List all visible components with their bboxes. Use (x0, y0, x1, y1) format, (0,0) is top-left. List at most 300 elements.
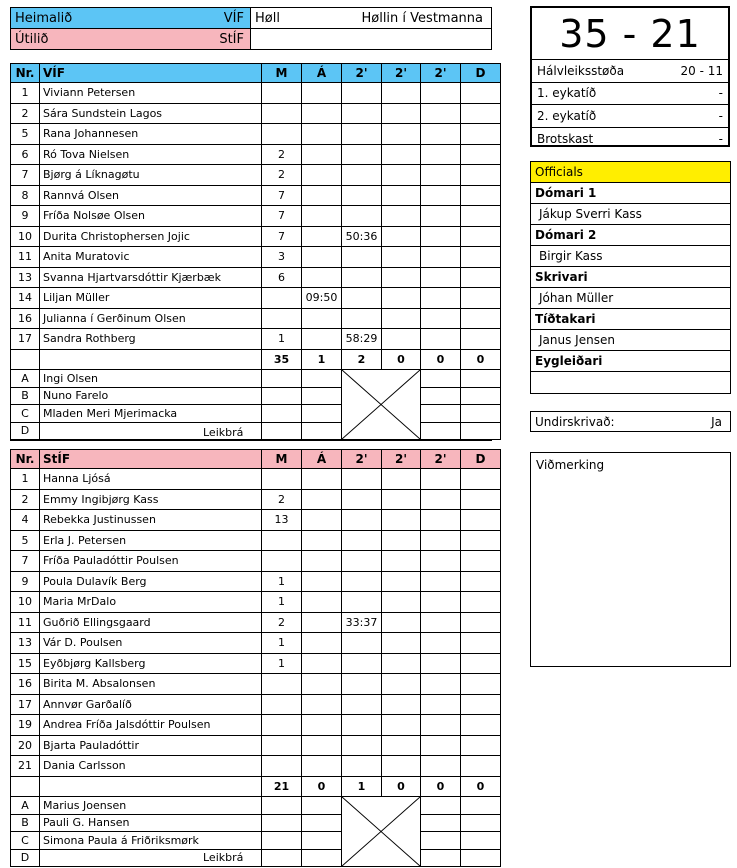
table-row (11, 185, 501, 206)
table-row (11, 530, 501, 551)
player-goals (262, 83, 302, 104)
halftime-value: 20 - 11 (680, 63, 723, 78)
player-disqualified (461, 653, 501, 674)
player-suspension-1 (342, 715, 382, 736)
player-number: 17 (11, 694, 40, 715)
player-suspension-2 (382, 612, 421, 633)
official-goals (262, 370, 302, 388)
col-goals: M (262, 64, 302, 83)
overtime1-row (532, 83, 728, 106)
col-nr: Nr. (11, 450, 40, 469)
player-suspension-3 (421, 715, 461, 736)
official-suspension (421, 849, 461, 867)
player-goals: 1 (262, 653, 302, 674)
player-suspension-1 (342, 247, 382, 268)
player-suspension-2 (382, 674, 421, 695)
player-number: 16 (11, 308, 40, 329)
player-warning (302, 124, 342, 145)
final-score: 35 - 21 (532, 8, 728, 60)
total-suspensions-2: 0 (382, 776, 421, 797)
col-suspension-3: 2' (421, 450, 461, 469)
team-official-row (11, 387, 501, 405)
player-disqualified (461, 612, 501, 633)
official-person: Birgir Kass (531, 246, 730, 267)
player-goals (262, 735, 302, 756)
official-warning (302, 832, 342, 850)
player-suspension-1 (342, 308, 382, 329)
officials-header: Officials (531, 162, 730, 183)
player-suspension-3 (421, 329, 461, 350)
official-name: Nuno Farelo (40, 387, 262, 405)
venue-extra (251, 29, 491, 49)
officials-box (530, 161, 731, 394)
player-name: Erla J. Petersen (40, 530, 262, 551)
player-number: 10 (11, 592, 40, 613)
player-goals: 3 (262, 247, 302, 268)
team-official-row (11, 405, 501, 423)
player-number: 2 (11, 489, 40, 510)
home-totals-row (11, 349, 501, 370)
away-label: Útilið (15, 31, 49, 47)
team-official-row (11, 797, 501, 815)
away-header-row (11, 450, 501, 469)
signed-row (530, 411, 731, 432)
col-suspension-1: 2' (342, 64, 382, 83)
official-disqualified (461, 849, 501, 867)
player-name: Poula Dulavík Berg (40, 571, 262, 592)
player-number: 15 (11, 653, 40, 674)
player-suspension-2 (382, 633, 421, 654)
away-totals-row (11, 776, 501, 797)
player-disqualified (461, 144, 501, 165)
overtime2-label: 2. eykatíð (537, 108, 597, 123)
player-suspension-2 (382, 735, 421, 756)
player-number: 11 (11, 612, 40, 633)
official-role: Eygleiðari (531, 351, 730, 372)
official-goals (262, 405, 302, 423)
player-warning (302, 247, 342, 268)
player-goals (262, 124, 302, 145)
player-warning (302, 489, 342, 510)
player-suspension-2 (382, 329, 421, 350)
player-suspension-1 (342, 551, 382, 572)
player-goals (262, 469, 302, 490)
official-suspension (421, 370, 461, 388)
player-disqualified (461, 124, 501, 145)
player-suspension-2 (382, 308, 421, 329)
player-number: 7 (11, 165, 40, 186)
player-suspension-2 (382, 510, 421, 531)
away-team-name: StÍF (219, 31, 244, 47)
player-suspension-3 (421, 288, 461, 309)
official-warning (302, 370, 342, 388)
venue-name: Høllin í Vestmanna (361, 10, 483, 26)
crossed-out-cell (342, 797, 421, 867)
player-warning (302, 653, 342, 674)
official-name: Simona Paula á Friðriksmørk (40, 832, 262, 850)
table-row (11, 735, 501, 756)
team-official-row (11, 814, 501, 832)
official-suspension (421, 832, 461, 850)
player-disqualified (461, 165, 501, 186)
official-role: Dómari 2 (531, 225, 730, 246)
player-name: Julianna í Gerðinum Olsen (40, 308, 262, 329)
player-number: 14 (11, 288, 40, 309)
player-suspension-2 (382, 489, 421, 510)
player-disqualified (461, 267, 501, 288)
total-disqualified: 0 (461, 349, 501, 370)
away-roster-table (10, 449, 501, 867)
player-warning (302, 83, 342, 104)
player-suspension-1 (342, 144, 382, 165)
player-warning (302, 226, 342, 247)
official-warning (302, 387, 342, 405)
player-suspension-3 (421, 308, 461, 329)
player-suspension-3 (421, 103, 461, 124)
home-team-cell (11, 8, 251, 28)
col-suspension-2: 2' (382, 64, 421, 83)
player-name: Annvør Garðalíð (40, 694, 262, 715)
player-disqualified (461, 756, 501, 777)
player-suspension-1 (342, 267, 382, 288)
official-role: Tíðtakari (531, 309, 730, 330)
player-suspension-2 (382, 551, 421, 572)
player-warning (302, 756, 342, 777)
player-goals: 2 (262, 489, 302, 510)
player-suspension-3 (421, 469, 461, 490)
player-name: Vár D. Poulsen (40, 633, 262, 654)
official-warning (302, 422, 342, 440)
player-number: 11 (11, 247, 40, 268)
table-row (11, 469, 501, 490)
player-goals: 2 (262, 612, 302, 633)
player-disqualified (461, 694, 501, 715)
player-suspension-2 (382, 124, 421, 145)
player-suspension-1 (342, 653, 382, 674)
player-disqualified (461, 247, 501, 268)
player-name: Anita Muratovic (40, 247, 262, 268)
player-suspension-2 (382, 288, 421, 309)
player-suspension-3 (421, 226, 461, 247)
player-number: 4 (11, 510, 40, 531)
crossed-out-cell (342, 370, 421, 440)
player-disqualified (461, 633, 501, 654)
player-suspension-3 (421, 267, 461, 288)
player-suspension-1 (342, 633, 382, 654)
player-warning (302, 735, 342, 756)
official-suspension (421, 797, 461, 815)
official-disqualified (461, 814, 501, 832)
table-row (11, 329, 501, 350)
player-suspension-3 (421, 592, 461, 613)
table-row (11, 206, 501, 227)
table-row (11, 674, 501, 695)
halftime-row (532, 60, 728, 83)
official-role: Skrivari (531, 267, 730, 288)
player-suspension-1 (342, 206, 382, 227)
player-number: 8 (11, 185, 40, 206)
player-number: 5 (11, 530, 40, 551)
player-name: Eyðbjørg Kallsberg (40, 653, 262, 674)
official-disqualified (461, 387, 501, 405)
player-number: 1 (11, 83, 40, 104)
player-goals: 13 (262, 510, 302, 531)
total-suspensions-1: 2 (342, 349, 382, 370)
official-suspension (421, 814, 461, 832)
home-label: Heimalið (15, 10, 73, 26)
player-goals: 1 (262, 592, 302, 613)
player-goals (262, 674, 302, 695)
official-code: C (11, 832, 40, 850)
home-divider (10, 440, 492, 441)
official-role: Dómari 1 (531, 183, 730, 204)
player-suspension-2 (382, 653, 421, 674)
player-number: 5 (11, 124, 40, 145)
player-suspension-2 (382, 715, 421, 736)
table-row (11, 144, 501, 165)
player-number: 9 (11, 571, 40, 592)
player-name: Bjarta Pauladóttir (40, 735, 262, 756)
player-suspension-3 (421, 551, 461, 572)
player-suspension-2 (382, 530, 421, 551)
player-name: Rebekka Justinussen (40, 510, 262, 531)
total-suspensions-2: 0 (382, 349, 421, 370)
player-goals (262, 694, 302, 715)
player-warning (302, 592, 342, 613)
official-goals (262, 849, 302, 867)
player-suspension-1: 58:29 (342, 329, 382, 350)
player-number: 10 (11, 226, 40, 247)
player-name: Ró Tova Nielsen (40, 144, 262, 165)
player-name: Fríða Nolsøe Olsen (40, 206, 262, 227)
player-disqualified (461, 715, 501, 736)
player-number: 6 (11, 144, 40, 165)
player-suspension-1 (342, 124, 382, 145)
official-suspension (421, 405, 461, 423)
signed-label: Undirskrivað: (535, 414, 615, 429)
player-disqualified (461, 83, 501, 104)
player-suspension-3 (421, 694, 461, 715)
player-number: 13 (11, 633, 40, 654)
player-disqualified (461, 674, 501, 695)
player-suspension-1 (342, 694, 382, 715)
player-number: 20 (11, 735, 40, 756)
player-name: Maria MrDalo (40, 592, 262, 613)
player-name: Hanna Ljósá (40, 469, 262, 490)
table-row (11, 288, 501, 309)
total-goals: 21 (262, 776, 302, 797)
col-nr: Nr. (11, 64, 40, 83)
player-suspension-2 (382, 247, 421, 268)
player-suspension-1 (342, 756, 382, 777)
table-row (11, 694, 501, 715)
official-warning (302, 814, 342, 832)
official-person: Janus Jensen (531, 330, 730, 351)
table-row (11, 633, 501, 654)
col-warning: Á (302, 450, 342, 469)
official-person (531, 372, 730, 393)
player-warning (302, 571, 342, 592)
official-warning (302, 797, 342, 815)
player-disqualified (461, 571, 501, 592)
team-official-row (11, 370, 501, 388)
player-suspension-3 (421, 653, 461, 674)
player-suspension-3 (421, 735, 461, 756)
player-disqualified (461, 592, 501, 613)
away-team-cell (11, 29, 251, 49)
player-suspension-3 (421, 206, 461, 227)
home-header-row (11, 64, 501, 83)
col-warning: Á (302, 64, 342, 83)
official-disqualified (461, 797, 501, 815)
home-leikbra-label: Leikbrá (203, 426, 244, 439)
player-warning (302, 329, 342, 350)
player-suspension-2 (382, 144, 421, 165)
player-suspension-1 (342, 592, 382, 613)
player-warning (302, 469, 342, 490)
col-goals: M (262, 450, 302, 469)
player-name: Birita M. Absalonsen (40, 674, 262, 695)
player-suspension-2 (382, 267, 421, 288)
player-goals: 2 (262, 144, 302, 165)
player-suspension-1 (342, 571, 382, 592)
official-code: A (11, 370, 40, 388)
remarks-label: Viðmerking (536, 458, 605, 472)
total-suspensions-3: 0 (421, 349, 461, 370)
player-suspension-3 (421, 489, 461, 510)
player-suspension-1 (342, 489, 382, 510)
col-suspension-1: 2' (342, 450, 382, 469)
player-goals: 2 (262, 165, 302, 186)
table-row (11, 124, 501, 145)
signed-value: Ja (711, 414, 722, 429)
player-suspension-2 (382, 592, 421, 613)
player-number: 1 (11, 469, 40, 490)
player-name: Andrea Fríða Jalsdóttir Poulsen (40, 715, 262, 736)
official-goals (262, 832, 302, 850)
player-suspension-3 (421, 165, 461, 186)
player-warning (302, 206, 342, 227)
player-suspension-2 (382, 694, 421, 715)
official-suspension (421, 422, 461, 440)
player-suspension-1 (342, 83, 382, 104)
player-disqualified (461, 103, 501, 124)
player-number: 13 (11, 267, 40, 288)
total-goals: 35 (262, 349, 302, 370)
match-header (10, 7, 492, 50)
player-suspension-1 (342, 510, 382, 531)
player-suspension-2 (382, 226, 421, 247)
player-name: Sára Sundstein Lagos (40, 103, 262, 124)
player-number: 21 (11, 756, 40, 777)
table-row (11, 83, 501, 104)
player-warning (302, 612, 342, 633)
player-suspension-1 (342, 469, 382, 490)
player-name: Svanna Hjartvarsdóttir Kjærbæk (40, 267, 262, 288)
player-warning (302, 103, 342, 124)
team-official-row (11, 832, 501, 850)
player-suspension-1: 50:36 (342, 226, 382, 247)
player-suspension-2 (382, 83, 421, 104)
player-suspension-3 (421, 185, 461, 206)
player-warning: 09:50 (302, 288, 342, 309)
official-code: C (11, 405, 40, 423)
player-disqualified (461, 329, 501, 350)
official-code: D (11, 849, 40, 867)
player-suspension-3 (421, 571, 461, 592)
player-warning (302, 510, 342, 531)
player-warning (302, 715, 342, 736)
table-row (11, 715, 501, 736)
player-disqualified (461, 206, 501, 227)
player-goals: 7 (262, 226, 302, 247)
col-suspension-3: 2' (421, 64, 461, 83)
player-goals: 1 (262, 633, 302, 654)
halftime-label: Hálvleiksstøða (537, 63, 625, 78)
player-number: 9 (11, 206, 40, 227)
player-suspension-3 (421, 83, 461, 104)
player-number: 7 (11, 551, 40, 572)
venue-cell (251, 8, 491, 28)
official-goals (262, 422, 302, 440)
table-row (11, 592, 501, 613)
official-disqualified (461, 405, 501, 423)
player-disqualified (461, 530, 501, 551)
player-suspension-1 (342, 103, 382, 124)
player-name: Durita Christophersen Jojic (40, 226, 262, 247)
table-row (11, 489, 501, 510)
player-disqualified (461, 735, 501, 756)
official-name: Mladen Meri Mjerimacka (40, 405, 262, 423)
player-disqualified (461, 489, 501, 510)
player-suspension-2 (382, 103, 421, 124)
player-goals: 6 (262, 267, 302, 288)
table-row (11, 226, 501, 247)
official-disqualified (461, 422, 501, 440)
official-code: B (11, 387, 40, 405)
table-row (11, 551, 501, 572)
official-disqualified (461, 370, 501, 388)
official-disqualified (461, 832, 501, 850)
player-goals: 7 (262, 206, 302, 227)
player-suspension-3 (421, 510, 461, 531)
player-name: Guðrið Ellingsgaard (40, 612, 262, 633)
official-person: Jóhan Müller (531, 288, 730, 309)
col-team-away: StÍF (40, 450, 262, 469)
official-goals (262, 797, 302, 815)
player-warning (302, 185, 342, 206)
table-row (11, 247, 501, 268)
player-suspension-3 (421, 612, 461, 633)
official-name: Marius Joensen (40, 797, 262, 815)
player-suspension-3 (421, 144, 461, 165)
table-row (11, 510, 501, 531)
score-box (530, 6, 730, 147)
table-row (11, 267, 501, 288)
away-leikbra-label: Leikbrá (203, 851, 244, 864)
table-row (11, 165, 501, 186)
player-name: Rannvá Olsen (40, 185, 262, 206)
player-suspension-1 (342, 185, 382, 206)
official-goals (262, 387, 302, 405)
official-code: B (11, 814, 40, 832)
overtime1-value: - (718, 86, 723, 101)
overtime1-label: 1. eykatíð (537, 86, 597, 101)
table-row (11, 308, 501, 329)
player-warning (302, 308, 342, 329)
player-name: Sandra Rothberg (40, 329, 262, 350)
player-disqualified (461, 551, 501, 572)
